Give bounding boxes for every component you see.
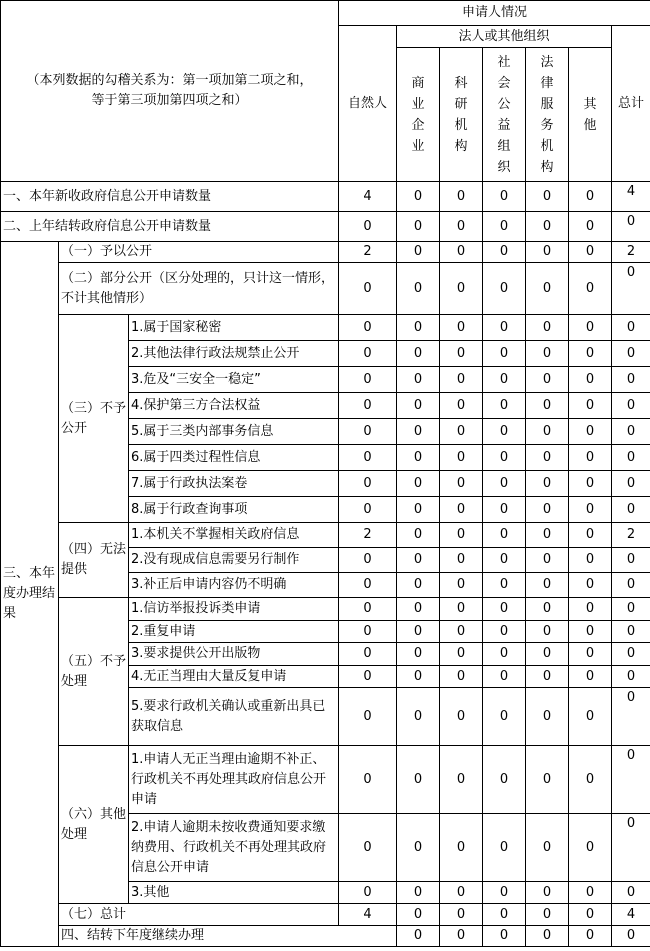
cell: 0: [339, 341, 397, 367]
cell: 0: [339, 666, 397, 688]
cell: 0: [339, 882, 397, 904]
cell: 0: [569, 621, 612, 643]
cell: 0: [569, 746, 612, 814]
cell: 0: [440, 263, 483, 315]
table-row: [1, 242, 650, 263]
cell: 0: [440, 666, 483, 688]
table-row: [1, 904, 650, 926]
cell: 0: [397, 497, 440, 523]
cell: 0: [483, 523, 526, 548]
cell: 0: [526, 598, 569, 621]
cell: 0: [483, 315, 526, 341]
row-label: 四、结转下年度继续办理: [59, 926, 397, 947]
row-label: 8.属于行政查询事项: [129, 497, 339, 523]
cell: 0: [526, 182, 569, 212]
cell: 0: [612, 341, 650, 367]
cell: 0: [569, 548, 612, 573]
cell: 2: [612, 242, 650, 263]
cell: 0: [612, 315, 650, 341]
cell: 0: [339, 263, 397, 315]
row-label: （一）予以公开: [59, 242, 339, 263]
cell: 0: [612, 621, 650, 643]
row-label: 一、本年新收政府信息公开申请数量: [1, 182, 339, 212]
cell: 0: [526, 263, 569, 315]
group-5-label: （五）不予处理: [59, 598, 129, 746]
cell: 0: [339, 471, 397, 497]
cell: 0: [569, 666, 612, 688]
cell: 0: [339, 212, 397, 242]
cell: 0: [339, 315, 397, 341]
cell: 0: [569, 523, 612, 548]
cell: 0: [397, 393, 440, 419]
group-4-label: （四）无法提供: [59, 523, 129, 598]
cell: 0: [440, 688, 483, 746]
cell: 0: [339, 419, 397, 445]
cell: 0: [397, 367, 440, 393]
cell: 0: [483, 263, 526, 315]
cell: 0: [397, 573, 440, 598]
group-6-label: （六）其他处理: [59, 746, 129, 904]
cell: 0: [440, 212, 483, 242]
cell: 0: [440, 445, 483, 471]
cell: 0: [483, 814, 526, 882]
cell: 0: [612, 746, 650, 814]
row-label: 2.没有现成信息需要另行制作: [129, 548, 339, 573]
table-row: [1, 598, 650, 621]
row-label: 5.要求行政机关确认或重新出具已获取信息: [129, 688, 339, 746]
cell: 0: [612, 445, 650, 471]
cell: 0: [526, 471, 569, 497]
cell: 0: [339, 367, 397, 393]
cell: 0: [569, 341, 612, 367]
cell: 0: [483, 666, 526, 688]
cell: 0: [397, 263, 440, 315]
cell: 0: [569, 688, 612, 746]
cell: 2: [612, 523, 650, 548]
cell: 0: [440, 497, 483, 523]
public-welfare-header: 社 会 公 益 组 织: [483, 48, 526, 182]
cell: 0: [440, 182, 483, 212]
cell: 0: [612, 814, 650, 882]
cell: 0: [526, 212, 569, 242]
row-label: 1.申请人无正当理由逾期不补正、行政机关不再处理其政府信息公开申请: [129, 746, 339, 814]
cell: 0: [339, 688, 397, 746]
cell: 0: [339, 643, 397, 666]
cell: 0: [397, 926, 440, 947]
applicant-situation-header: 申请人情况: [339, 1, 650, 26]
cell: 0: [526, 814, 569, 882]
cell: 0: [526, 904, 569, 926]
cell: 2: [339, 242, 397, 263]
row-label: 4.保护第三方合法权益: [129, 393, 339, 419]
cell: 0: [483, 471, 526, 497]
row-label: 3.要求提供公开出版物: [129, 643, 339, 666]
cell: 0: [440, 242, 483, 263]
natural-person-header: 自然人: [339, 26, 397, 182]
row-label: 1.属于国家秘密: [129, 315, 339, 341]
table-row: [1, 746, 650, 814]
cell: 0: [440, 598, 483, 621]
cell: 0: [483, 445, 526, 471]
cell: 0: [397, 242, 440, 263]
cell: 0: [339, 393, 397, 419]
cell: 0: [440, 341, 483, 367]
cell: 0: [569, 814, 612, 882]
cell: 0: [397, 643, 440, 666]
cell: 0: [440, 315, 483, 341]
cell: 0: [397, 814, 440, 882]
cell: 0: [612, 263, 650, 315]
research-header: 科 研 机 构: [440, 48, 483, 182]
cell: 0: [397, 419, 440, 445]
cell: 0: [483, 497, 526, 523]
cell: 0: [569, 904, 612, 926]
cell: 0: [339, 497, 397, 523]
cell: 0: [440, 419, 483, 445]
cell: 0: [483, 926, 526, 947]
cell: 0: [440, 471, 483, 497]
cell: 0: [397, 598, 440, 621]
cell: 0: [526, 523, 569, 548]
cell: 0: [526, 419, 569, 445]
cell: 0: [612, 666, 650, 688]
table-row: [1, 212, 650, 242]
cell: 0: [612, 367, 650, 393]
cell: 0: [440, 523, 483, 548]
cell: 0: [483, 643, 526, 666]
cell: 0: [569, 598, 612, 621]
cell: 0: [483, 621, 526, 643]
group-3-label: （三）不予公开: [59, 315, 129, 523]
cell: 0: [339, 598, 397, 621]
row-label: 3.危及“三安全一稳定”: [129, 367, 339, 393]
total-header: 总计: [612, 26, 650, 182]
cell: 0: [397, 315, 440, 341]
cell: 0: [569, 643, 612, 666]
cell: 4: [612, 182, 650, 212]
cell: 0: [569, 393, 612, 419]
cell: 0: [483, 688, 526, 746]
cell: 0: [397, 746, 440, 814]
cell: 0: [440, 814, 483, 882]
cell: 0: [569, 882, 612, 904]
cell: 0: [397, 182, 440, 212]
cell: 0: [440, 393, 483, 419]
cell: 0: [569, 573, 612, 598]
table-row: [1, 926, 650, 947]
table-note: （本列数据的勾稽关系为：第一项加第二项之和，等于第三项加第四项之和）: [1, 1, 339, 182]
row-label: 1.信访举报投诉类申请: [129, 598, 339, 621]
cell: 0: [526, 688, 569, 746]
cell: 0: [526, 666, 569, 688]
cell: 0: [526, 746, 569, 814]
row-label: 3.补正后申请内容仍不明确: [129, 573, 339, 598]
cell: 0: [526, 341, 569, 367]
cell: 0: [339, 746, 397, 814]
row-label: （七）总计: [59, 904, 339, 926]
cell: 0: [440, 643, 483, 666]
legal-service-header: 法 律 服 务 机 构: [526, 48, 569, 182]
cell: 0: [612, 471, 650, 497]
row-label: 2.重复申请: [129, 621, 339, 643]
cell: 0: [569, 419, 612, 445]
cell: 0: [612, 393, 650, 419]
cell: 0: [526, 882, 569, 904]
table-row: [1, 523, 650, 548]
cell: 0: [569, 497, 612, 523]
cell: 0: [569, 471, 612, 497]
cell: 0: [483, 548, 526, 573]
commercial-header: 商 业 企 业: [397, 48, 440, 182]
cell: 4: [339, 182, 397, 212]
cell: 0: [440, 367, 483, 393]
cell: 0: [397, 882, 440, 904]
cell: 0: [483, 341, 526, 367]
cell: 0: [526, 445, 569, 471]
table-row: [1, 315, 650, 341]
table-row: [1, 263, 650, 315]
cell: 0: [397, 471, 440, 497]
cell: 0: [440, 621, 483, 643]
cell: 4: [612, 904, 650, 926]
cell: 0: [612, 643, 650, 666]
cell: 0: [397, 666, 440, 688]
cell: 0: [526, 643, 569, 666]
cell: 0: [440, 904, 483, 926]
cell: 0: [569, 242, 612, 263]
cell: 0: [483, 182, 526, 212]
section-3-label: 三、本年度办理结果: [1, 242, 59, 947]
cell: 0: [440, 548, 483, 573]
cell: 0: [526, 393, 569, 419]
cell: 0: [526, 367, 569, 393]
cell: 0: [526, 315, 569, 341]
cell: 0: [397, 548, 440, 573]
cell: 0: [339, 445, 397, 471]
cell: 0: [440, 926, 483, 947]
cell: 0: [339, 621, 397, 643]
row-label: 2.其他法律行政法规禁止公开: [129, 341, 339, 367]
cell: 0: [612, 688, 650, 746]
cell: 0: [397, 212, 440, 242]
cell: 0: [397, 445, 440, 471]
cell: 0: [440, 573, 483, 598]
cell: 0: [440, 746, 483, 814]
cell: 0: [483, 367, 526, 393]
cell: 0: [397, 904, 440, 926]
cell: 0: [397, 341, 440, 367]
row-label: 1.本机关不掌握相关政府信息: [129, 523, 339, 548]
cell: 0: [612, 573, 650, 598]
cell: 0: [569, 445, 612, 471]
row-label: 2.申请人逾期未按收费通知要求缴纳费用、行政机关不再处理其政府信息公开申请: [129, 814, 339, 882]
cell: 0: [526, 242, 569, 263]
cell: 0: [397, 523, 440, 548]
cell: 0: [569, 367, 612, 393]
cell: 0: [397, 688, 440, 746]
row-label: （二）部分公开（区分处理的，只计这一情形，不计其他情形）: [59, 263, 339, 315]
cell: 0: [526, 926, 569, 947]
cell: 0: [440, 882, 483, 904]
table-row: [1, 182, 650, 212]
cell: 0: [612, 497, 650, 523]
cell: 0: [483, 746, 526, 814]
row-label: 5.属于三类内部事务信息: [129, 419, 339, 445]
row-label: 4.无正当理由大量反复申请: [129, 666, 339, 688]
cell: 0: [526, 621, 569, 643]
cell: 0: [569, 182, 612, 212]
cell: 0: [526, 548, 569, 573]
row-label: 7.属于行政执法案卷: [129, 471, 339, 497]
cell: 0: [569, 263, 612, 315]
cell: 0: [483, 212, 526, 242]
row-label: 3.其他: [129, 882, 339, 904]
cell: 0: [612, 419, 650, 445]
cell: 0: [526, 497, 569, 523]
cell: 0: [612, 926, 650, 947]
cell: 0: [569, 926, 612, 947]
cell: 0: [483, 393, 526, 419]
other-header: 其 他: [569, 48, 612, 182]
cell: 0: [612, 212, 650, 242]
cell: 0: [339, 814, 397, 882]
cell: 0: [483, 242, 526, 263]
cell: 0: [483, 598, 526, 621]
cell: 0: [483, 882, 526, 904]
cell: 0: [612, 882, 650, 904]
cell: 0: [612, 548, 650, 573]
cell: 2: [339, 523, 397, 548]
legal-person-group-header: 法人或其他组织: [397, 26, 612, 48]
row-label: 6.属于四类过程性信息: [129, 445, 339, 471]
row-label: 二、上年结转政府信息公开申请数量: [1, 212, 339, 242]
cell: 0: [569, 212, 612, 242]
cell: 0: [339, 548, 397, 573]
cell: 0: [339, 573, 397, 598]
cell: 0: [526, 573, 569, 598]
cell: 0: [483, 573, 526, 598]
cell: 0: [483, 904, 526, 926]
cell: 4: [339, 904, 397, 926]
cell: 0: [612, 598, 650, 621]
cell: 0: [569, 315, 612, 341]
cell: 0: [483, 419, 526, 445]
cell: 0: [397, 621, 440, 643]
